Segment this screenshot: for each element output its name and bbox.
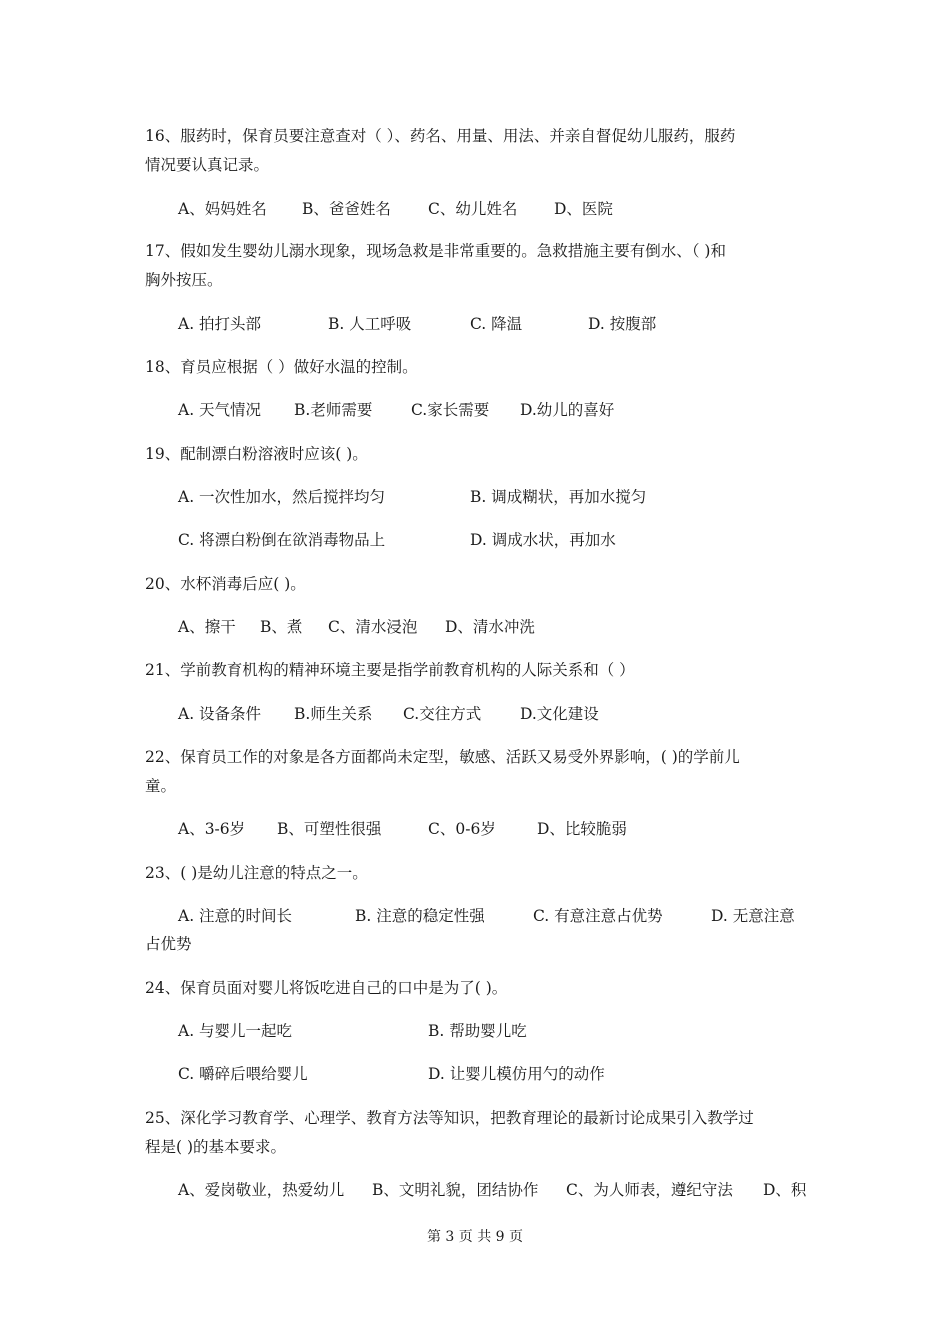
question-19-option-a: A. 一次性加水，然后搅拌均匀 xyxy=(178,488,386,506)
question-18-option-b: B.老师需要 xyxy=(294,401,373,419)
question-23-option-d-cont: 占优势 xyxy=(145,935,192,953)
question-19-stem: 19、配制漂白粉溶液时应该( )。 xyxy=(145,445,368,463)
question-21-stem: 21、学前教育机构的精神环境主要是指学前教育机构的人际关系和（ ） xyxy=(145,661,635,679)
question-21-option-b: B.师生关系 xyxy=(294,705,373,723)
question-20-option-c: C、清水浸泡 xyxy=(328,618,418,636)
question-24-option-c: C. 嚼碎后喂给婴儿 xyxy=(178,1065,308,1083)
question-20-option-a: A、擦干 xyxy=(178,618,236,636)
question-25-option-d: D、积 xyxy=(763,1181,807,1199)
question-19-option-d: D. 调成水状，再加水 xyxy=(470,531,616,549)
question-16-option-a: A、妈妈姓名 xyxy=(178,200,267,218)
question-22-option-b: B、可塑性很强 xyxy=(277,820,382,838)
question-17-option-c: C. 降温 xyxy=(470,315,523,333)
question-24-option-b: B. 帮助婴儿吃 xyxy=(428,1022,527,1040)
question-23-option-d: D. 无意注意 xyxy=(711,907,795,925)
question-17-option-b: B. 人工呼吸 xyxy=(328,315,412,333)
question-18-option-c: C.家长需要 xyxy=(411,401,490,419)
question-17-option-a: A. 拍打头部 xyxy=(178,315,262,333)
question-20-option-b: B、煮 xyxy=(260,618,303,636)
question-20-stem: 20、水杯消毒后应( )。 xyxy=(145,575,306,593)
question-24-stem: 24、保育员面对婴儿将饭吃进自己的口中是为了( )。 xyxy=(145,979,508,997)
question-22-option-d: D、比较脆弱 xyxy=(537,820,627,838)
question-24-option-a: A. 与婴儿一起吃 xyxy=(178,1022,293,1040)
question-23-stem: 23、( )是幼儿注意的特点之一。 xyxy=(145,864,368,882)
question-24-option-d: D. 让婴儿模仿用勺的动作 xyxy=(428,1065,605,1083)
question-18-option-d: D.幼儿的喜好 xyxy=(520,401,615,419)
question-16-option-c: C、幼儿姓名 xyxy=(428,200,518,218)
question-16-option-d: D、医院 xyxy=(554,200,613,218)
question-23-option-b: B. 注意的稳定性强 xyxy=(355,907,485,925)
question-17-option-d: D. 按腹部 xyxy=(588,315,657,333)
question-21-option-d: D.文化建设 xyxy=(520,705,599,723)
question-22-stem: 22、保育员工作的对象是各方面都尚未定型，敏感、活跃又易受外界影响，( )的学前儿 xyxy=(145,748,740,766)
question-25-option-a: A、爱岗敬业，热爱幼儿 xyxy=(178,1181,345,1199)
question-25-stem-cont: 程是( )的基本要求。 xyxy=(145,1138,287,1156)
question-17-stem-cont: 胸外按压。 xyxy=(145,271,223,289)
question-21-option-c: C.交往方式 xyxy=(403,705,482,723)
question-16-stem: 16、服药时，保育员要注意查对（ ）、药名、用量、用法、并亲自督促幼儿服药，服药 xyxy=(145,127,736,145)
question-16-option-b: B、爸爸姓名 xyxy=(302,200,391,218)
question-19-option-c: C. 将漂白粉倒在欲消毒物品上 xyxy=(178,531,386,549)
question-21-option-a: A. 设备条件 xyxy=(178,705,262,723)
question-16-stem-cont: 情况要认真记录。 xyxy=(145,156,270,174)
question-17-stem: 17、假如发生婴幼儿溺水现象，现场急救是非常重要的。急救措施主要有倒水、（ )和 xyxy=(145,242,726,260)
question-23-option-c: C. 有意注意占优势 xyxy=(533,907,663,925)
question-22-stem-cont: 童。 xyxy=(145,777,177,795)
page-number-footer: 第 3 页 共 9 页 xyxy=(426,1229,524,1245)
question-18-stem: 18、育员应根据（ ）做好水温的控制。 xyxy=(145,358,418,376)
question-20-option-d: D、清水冲洗 xyxy=(445,618,535,636)
question-25-option-b: B、文明礼貌，团结协作 xyxy=(372,1181,539,1199)
question-25-stem: 25、深化学习教育学、心理学、教育方法等知识，把教育理论的最新讨论成果引入教学过 xyxy=(145,1109,754,1127)
question-22-option-a: A、3-6岁 xyxy=(178,820,246,838)
question-18-option-a: A. 天气情况 xyxy=(178,401,262,419)
question-25-option-c: C、为人师表，遵纪守法 xyxy=(566,1181,733,1199)
question-19-option-b: B. 调成糊状，再加水搅匀 xyxy=(470,488,647,506)
question-22-option-c: C、0-6岁 xyxy=(428,820,496,838)
question-23-option-a: A. 注意的时间长 xyxy=(178,907,293,925)
